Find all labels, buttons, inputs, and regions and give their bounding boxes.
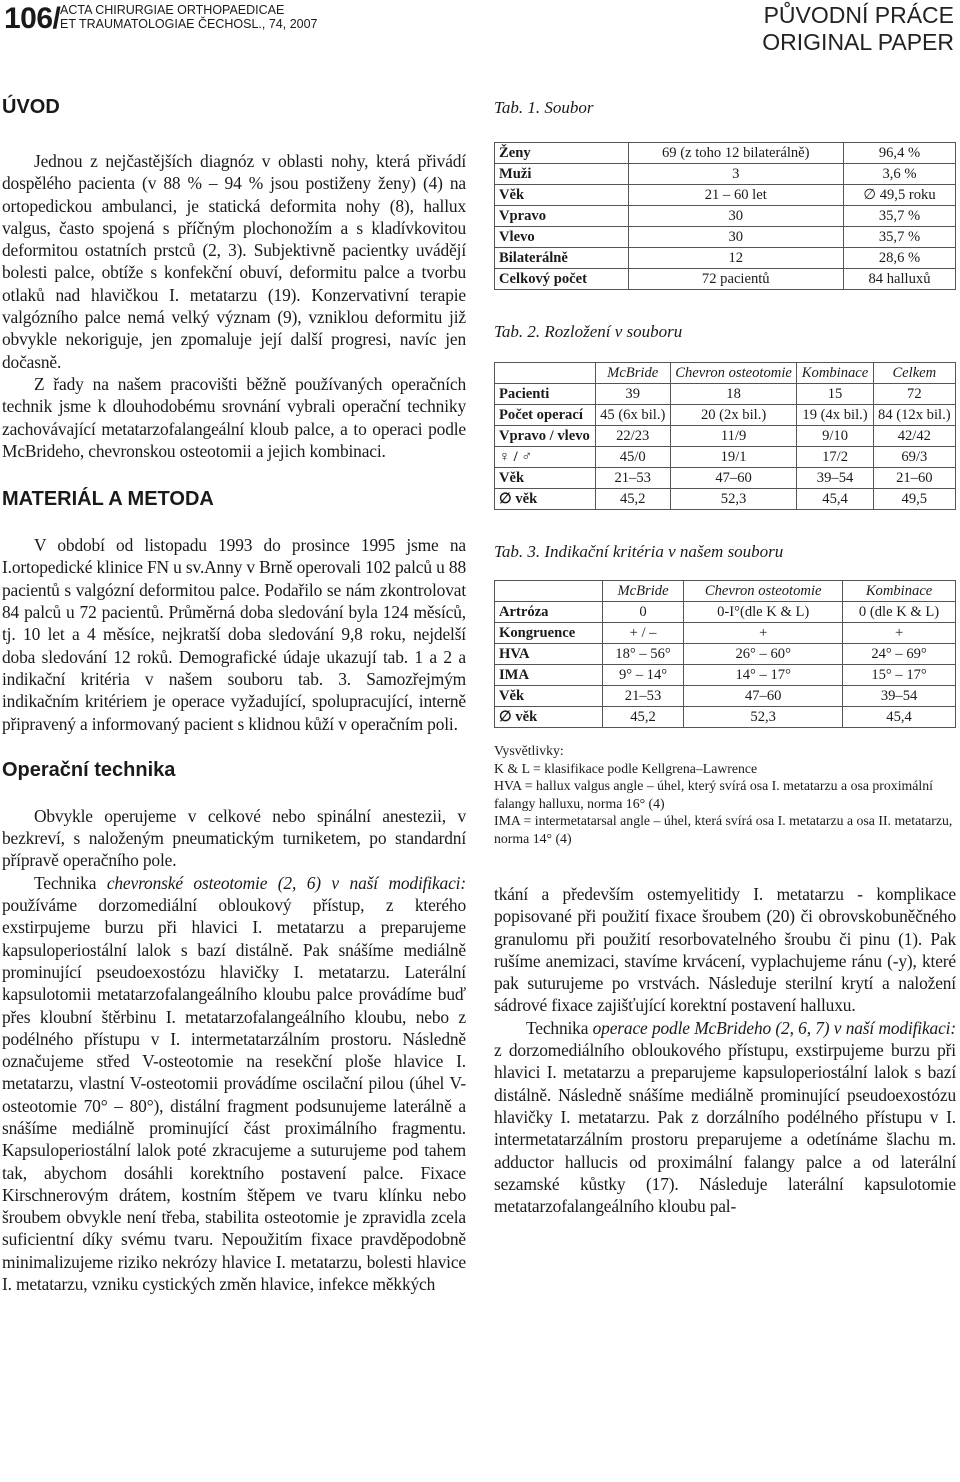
tab2-cell: 15 [797,384,873,405]
table-1-cell: 84 halluxů [844,269,956,290]
tab3-cell: 39–54 [843,686,956,707]
tab2-column-header: Celkem [873,363,955,384]
tab3-cell: 9° – 14° [602,665,684,686]
tab3-column-header: Chevron osteotomie [684,581,843,602]
tab2-cell: 49,5 [873,489,955,510]
table-2 [494,362,956,510]
tab3-row-label: Věk [495,686,603,707]
tab3-cell: 18° – 56° [602,644,684,665]
technika-paragraph-1: Obvykle operujeme v celkové nebo spinální anestezii, v bezkreví, s naloženým pneumatickým turniketem, po standardní přípravě operačního pole. [2,805,466,871]
table-1-row [495,164,956,185]
table-2-caption: Tab. 2. Rozložení v souboru [494,322,683,341]
table-1-cell: 30 [628,227,844,248]
tab3-column-header: Kombinace [843,581,956,602]
tab2-row [495,468,956,489]
right-p2-lead: Technika [526,1017,593,1038]
tab2-cell: 18 [670,384,797,405]
technika-p2-lead: Technika [34,872,107,893]
table-1-row-label: Bilaterálně [495,248,629,269]
table-1-row [495,206,956,227]
tab2-cell: 20 (2x bil.) [670,405,797,426]
table-1-row [495,185,956,206]
tab3-row-label: Kongruence [495,623,603,644]
tab2-row [495,489,956,510]
tab2-row [495,426,956,447]
tab2-cell: 9/10 [797,426,873,447]
table-1-row-label: Vlevo [495,227,629,248]
tab3-cell: 21–53 [602,686,684,707]
tab3-cell: 0 [602,602,684,623]
table-legend [494,742,956,847]
legend-ima: IMA = intermetatarsal angle – úhel, která svírá osa I. metatarzu a osa II. metatarzu, norma 14° (4) [494,813,953,846]
tab3-row-label: ∅ věk [495,707,603,728]
tab2-row-label: ♀ / ♂ [495,447,596,468]
tab3-cell: 0-I°(dle K & L) [684,602,843,623]
table-1-row-label: Vpravo [495,206,629,227]
tab2-row-label: Pacienti [495,384,596,405]
legend-title: Vysvětlivky: [494,743,564,758]
section-heading-uvod: ÚVOD [2,96,60,118]
table-1 [494,142,956,290]
tab2-cell: 11/9 [670,426,797,447]
tab3-row [495,665,956,686]
tab3-cell: 15° – 17° [843,665,956,686]
table-1-cell: 96,4 % [844,143,956,164]
table-1-row [495,248,956,269]
table-1-row-label: Celkový počet [495,269,629,290]
uvod-paragraph-1: Jednou z nejčastějších diagnóz v oblasti nohy, která přivádí dospělého pacienta (v 88 % – 94 % jsou postiženy ženy) (4) na ortopedickou ambulanci, je statická deformita nohy (8), hallux valgus, často spojená s příčným plochonožím a s kladívkovitou deformitou ostatních prstců (2, 3). Subjektivně pacientky uvádějí bolesti palce, obtíže s konfekční obuví, deformitu palce a tvorbu otlaků nad hlavičkou I. metatarzu (19). Konzervativní terapie valgózního palce nemá velký význam (9), vzniklou deformitu již obvykle nekoriguje, jen zpomaluje její další progresi, navíc jen dočasně. [2,151,466,372]
paper-type-czech: PŮVODNÍ PRÁCE [763,2,954,28]
table-1-cell: 28,6 % [844,248,956,269]
table-1-cell: 69 (z toho 12 bilaterálně) [628,143,844,164]
paper-type [762,2,954,56]
table-1-cell: 30 [628,206,844,227]
table-1-cell: 72 pacientů [628,269,844,290]
tab2-cell: 17/2 [797,447,873,468]
right-paragraph-1: tkání a především ostemyelitidy I. metatarzu - komplikace popisované při použití fixace šroubem (20) či obrovskobuněčného granulomu při použití resorbovatelného šroubu či pinu (1). Pak rušíme anemizaci, stavíme krvácení, vyplachujeme ránu (-y), které pak suturujeme po vrstvách. Následuje sterilní krytí a naložení sádrové fixace zajišťující korektní postavení halluxu. [494,884,956,1016]
legend-hva: HVA = hallux valgus angle – úhel, který svírá osa I. metatarzu a osa proximální falangy halluxu, norma 16° (4) [494,778,933,811]
tab2-row [495,447,956,468]
tab3-row [495,602,956,623]
journal-title [60,3,318,31]
table-1-row-label: Ženy [495,143,629,164]
tab2-row-label: ∅ věk [495,489,596,510]
journal-line-1: ACTA CHIRURGIAE ORTHOPAEDICAE [60,3,285,17]
tab2-row-label: Věk [495,468,596,489]
metoda-paragraph-1: V období od listopadu 1993 do prosince 1995 jsme na I.ortopedické klinice FN u sv.Anny v Brně operovali 102 palců u 88 pacientů s valgózní deformitou palce. Podařilo se nám zkontrolovat 84 palců u 72 pacientů. Průměrná doba sledování byla 124 měsíců, tj. 10 let a 4 měsíce, nejkratší doba sledování 9,8 roku, nejdelší doba sledování 12 roků. Demografické údaje ukazují tab. 1 a 2 a indikační kritéria v našem souboru tab. 3. Samozřejmým indikačním kritériem je operace vyžadující, spolupracující, interně připravený a informovaný pacient s klidnou kůží v operačním poli. [2,535,466,734]
table-1-cell: ∅ 49,5 roku [844,185,956,206]
tab3-column-header: McBride [602,581,684,602]
tab2-cell: 39–54 [797,468,873,489]
table-1-cell: 35,7 % [844,227,956,248]
table-1-row-label: Muži [495,164,629,185]
tab3-cell: + / – [602,623,684,644]
page-number: 106/ [4,2,61,35]
tab3-cell: 47–60 [684,686,843,707]
tab2-cell: 42/42 [873,426,955,447]
tab3-cell: 26° – 60° [684,644,843,665]
technika-paragraph-2 [2,872,466,1296]
tab2-row-label: Počet operací [495,405,596,426]
tab3-cell: + [843,623,956,644]
table-1-cell: 3,6 % [844,164,956,185]
tab3-row-label: IMA [495,665,603,686]
table-1-row [495,269,956,290]
tab3-row [495,707,956,728]
tab3-cell: + [684,623,843,644]
tab2-cell: 47–60 [670,468,797,489]
tab2-cell: 21–53 [595,468,670,489]
tab2-cell: 84 (12x bil.) [873,405,955,426]
tab2-cell: 72 [873,384,955,405]
tab2-row-label: Vpravo / vlevo [495,426,596,447]
tab2-row [495,384,956,405]
tab2-header-row [495,363,956,384]
tab3-cell: 45,4 [843,707,956,728]
legend-kl: K & L = klasifikace podle Kellgrena–Lawrence [494,760,758,776]
table-1-cell: 21 – 60 let [628,185,844,206]
tab2-corner [495,363,596,384]
section-heading-metoda: MATERIÁL A METODA [2,488,214,511]
paper-type-english: ORIGINAL PAPER [762,29,954,55]
right-column [494,96,956,1217]
journal-line-2: ET TRAUMATOLOGIAE ČECHOSL., 74, 2007 [60,17,318,31]
tab2-cell: 45,4 [797,489,873,510]
right-p2-italic: operace podle McBrideho (2, 6, 7) v naší modifikaci: [592,1017,956,1038]
left-column [2,92,466,1295]
tab2-cell: 69/3 [873,447,955,468]
tab3-cell: 45,2 [602,707,684,728]
tab2-cell: 22/23 [595,426,670,447]
tab3-corner [495,581,603,602]
tab2-cell: 19 (4x bil.) [797,405,873,426]
table-3-caption: Tab. 3. Indikační kritéria v našem souboru [494,542,784,561]
tab3-cell: 24° – 69° [843,644,956,665]
tab2-cell: 45,2 [595,489,670,510]
tab2-column-header: McBride [595,363,670,384]
tab2-cell: 19/1 [670,447,797,468]
tab2-cell: 52,3 [670,489,797,510]
table-1-row-label: Věk [495,185,629,206]
right-paragraph-2 [494,1017,956,1218]
tab2-column-header: Kombinace [797,363,873,384]
tab3-cell: 0 (dle K & L) [843,602,956,623]
tab2-cell: 45 (6x bil.) [595,405,670,426]
technika-p2-rest: používáme dorzomediální obloukový přístup, z kterého exstirpujeme burzu při hlavici I. metatarzu a preparujeme kapsuloperiostální lalok s bazí distálně. Pak snášíme mediálně prominující pseudoexostózu hlavičky I. metatarzu. Laterální kapsulotomii metatarzofalangeálního kloubu palce provádíme buď přes kloubní štěrbinu I. metatarzofalangeálního kloubu, nebo z podélného přístupu v I. intermetatarzálním prostoru. Následně označujeme střed V-osteotomie na resekční ploše hlavice I. metatarzu, vlastní V-osteotomii provádíme oscilační pilou (úhel V-osteotomie 70° – 80°), distální fragment podsunujeme laterálně a snášíme mediálně prominující část proximálního fragmentu. Kapsuloperiostální lalok poté zkracujeme a suturujeme pod tahem tak, abychom dosáhli korektního postavení palce. Fixace Kirschnerovým drátem, kostním štěpem ve tvaru klínku nebo šroubem obvykle není třeba, stabilita osteotomie je zpravidla zcela suficientní díky svému tvaru. Nepoužitím fixace pravděpodobně minimalizujeme riziko nekrózy hlavice I. metatarzu, bolesti hlavice I. metatarzu, vzniku cystických změn hlavice, infekce měkkých [2,895,466,1295]
page-header [0,0,960,64]
tab3-header-row [495,581,956,602]
tab3-cell: 14° – 17° [684,665,843,686]
tab3-row [495,686,956,707]
table-1-cell: 12 [628,248,844,269]
tab3-cell: 52,3 [684,707,843,728]
tab3-row-label: HVA [495,644,603,665]
tab2-column-header: Chevron osteotomie [670,363,797,384]
tab3-row-label: Artróza [495,602,603,623]
table-3 [494,580,956,728]
table-1-cell: 35,7 % [844,206,956,227]
table-1-cell: 3 [628,164,844,185]
tab3-row [495,623,956,644]
section-heading-technika: Operační technika [2,758,176,781]
tab2-cell: 21–60 [873,468,955,489]
technika-p2-italic: chevronské osteotomie (2, 6) v naší modifikaci: [106,872,466,893]
right-p2-rest: z dorzomediálního obloukového přístupu, exstirpujeme burzu při hlavici I. metatarzu a preparujeme kapsuloperiostální lalok s bazí distálně. Následně snášíme mediálně prominující pseudoexostózu hlavičky I. metatarzu. Pak z dorzálního podélného přístupu v I. intermetatarzálním prostoru preparujeme a odetínáme šlachu m. adductor hallucis od proximální falangy palce a od laterální sezamské kůstky (17). Následuje laterální kapsulotomie metatarzofalangeálního kloubu pal- [494,1040,956,1217]
tab2-row [495,405,956,426]
uvod-paragraph-2: Z řady na našem pracovišti běžně používaných operačních technik jsme k dlouhodobému srovnání vybrali operační techniky zachovávající metatarzofalangeální kloub palce, a to operaci podle McBrideho, chevronskou osteotomii a jejich kombinaci. [2,373,466,461]
table-1-row [495,227,956,248]
table-1-row [495,143,956,164]
tab2-cell: 45/0 [595,447,670,468]
tab2-cell: 39 [595,384,670,405]
tab3-row [495,644,956,665]
table-1-caption: Tab. 1. Soubor [494,98,594,117]
